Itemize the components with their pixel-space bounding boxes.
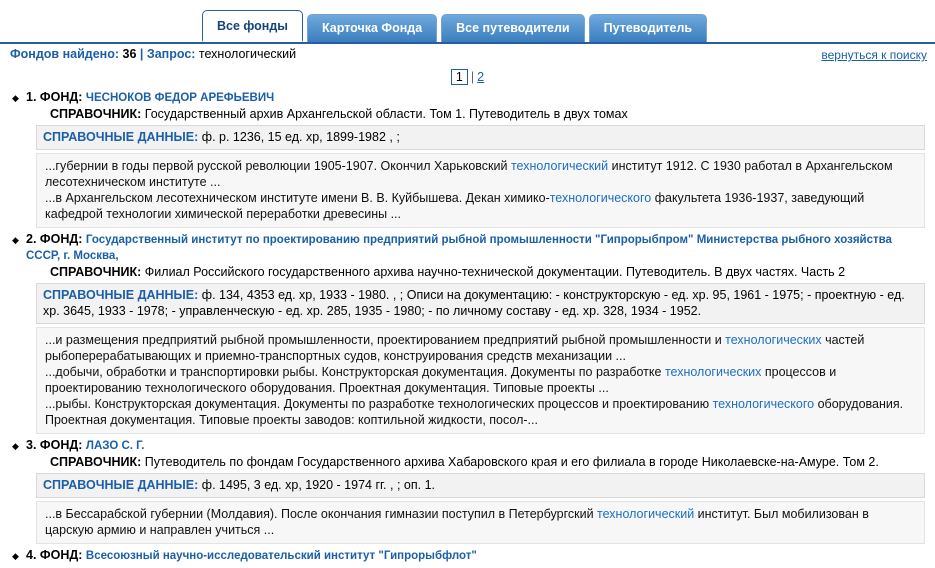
guide-line	[12, 454, 925, 470]
result-item	[12, 548, 925, 564]
reference-data-block	[36, 283, 925, 324]
found-label: Фондов найдено:	[10, 47, 120, 61]
reference-text: ф. 1495, 3 ед. хр, 1920 - 1974 гг. , ; оп. 1.	[201, 478, 435, 492]
snippet-highlight: технологических	[725, 333, 822, 347]
snippet-highlight: технологический	[597, 507, 695, 521]
guide-text: Филиал Российского государственного архива научно-технической документации. Путеводитель. В двух частях. Часть 2	[144, 265, 846, 279]
reference-text: ф. р. 1236, 15 ед. хр, 1899-1982 , ;	[201, 130, 400, 144]
result-item	[12, 90, 925, 228]
result-heading	[12, 232, 925, 264]
snippet-part: ...рыбы. Конструкторская документация. Документы по разработке технологических процессов и проектированию	[45, 397, 713, 411]
reference-label: СПРАВОЧНЫЕ ДАННЫЕ:	[43, 130, 199, 144]
snippet-part: институт. Был мобилизован в царскую армию и направлен учиться ...	[45, 507, 869, 537]
result-heading	[12, 548, 925, 564]
result-number: 2.	[26, 232, 37, 246]
snippet-block	[36, 501, 925, 544]
fond-label: ФОНД:	[39, 232, 83, 246]
snippet-part: ...в Бессарабской губернии (Молдавия). После окончания гимназии поступил в Петербургский	[45, 507, 598, 521]
snippet-part: ...добычи, обработки и транспортировки рыбы. Конструкторская документация. Документы по разработке	[45, 365, 665, 379]
tab-list	[202, 10, 707, 42]
snippet-part: частей рыбоперерабатывающих и приемно-транспортных судов, конструирования средств механизации ...	[45, 333, 865, 363]
fond-label: ФОНД:	[39, 90, 83, 104]
pagination	[0, 66, 935, 90]
snippet	[45, 158, 916, 190]
reference-text: ф. 134, 4353 ед. хр, 1933 - 1980. , ; Описи на документацию: - конструкторскую - ед. хр. 95, 1961 - 1975; - проектную - ед. хр. 3645, 1933 - 1978; - управленческую - ед. хр. 285, 1935 - 1980; - по личному составу - ед. хр. 328, 1934 - 1952.	[43, 288, 905, 318]
info-bar	[0, 44, 935, 66]
snippet-part: ...в Архангельском лесотехническом институте имени В. В. Куйбышева. Декан химико-	[45, 191, 550, 205]
snippet-highlight: технологических	[664, 365, 762, 379]
snippet-part: факультета 1936-1937, заведующий кафедрой технологии химической переработки древесины ...	[45, 191, 865, 221]
snippet-highlight: технологического	[549, 191, 652, 205]
fond-title-link[interactable]: Государственный институт по проектированию предприятий рыбной промышленности "Гипрорыбпром" Министерства рыбного хозяйства СССР, г. Москва,	[26, 234, 892, 262]
snippet-block	[36, 153, 925, 228]
result-number: 3.	[26, 438, 37, 452]
fond-label: ФОНД:	[39, 438, 83, 452]
diamond-bullet-icon: ◆	[12, 441, 19, 451]
snippet	[45, 332, 916, 364]
fond-title-link[interactable]: ЧЕСНОКОВ ФЕДОР АРЕФЬЕВИЧ	[85, 92, 275, 104]
result-item	[12, 232, 925, 434]
snippet	[45, 364, 916, 396]
query-value: технологический	[198, 47, 297, 61]
snippet-part: ...и размещения предприятий рыбной промышленности, проектированием предприятий рыбной промышленности и	[45, 333, 726, 347]
page-current[interactable]: 1	[451, 69, 468, 85]
info-separator: |	[139, 47, 144, 61]
guide-text: Государственный архив Архангельской области. Том 1. Путеводитель в двух томах	[144, 107, 628, 121]
page-link-2[interactable]: 2	[477, 70, 485, 84]
snippet-part: ...губернии в годы первой русской революции 1905-1907. Окончил Харьковский	[45, 159, 511, 173]
snippet	[45, 190, 916, 222]
result-heading	[12, 90, 925, 106]
tab-all-guides[interactable]: Все путеводители	[441, 14, 584, 42]
results-list	[0, 90, 935, 568]
guide-text: Путеводитель по фондам Государственного архива Хабаровского края и его филиала в городе Николаевске-на-Амуре. Том 2.	[144, 455, 879, 469]
diamond-bullet-icon: ◆	[12, 93, 19, 103]
tab-guide[interactable]: Путеводитель	[589, 14, 707, 42]
result-number: 1.	[26, 90, 37, 104]
result-number: 4.	[26, 548, 37, 562]
snippet-part: институт 1912. С 1930 работал в Архангельском лесотехническом институте ...	[45, 159, 893, 189]
reference-data-block	[36, 125, 925, 150]
result-heading	[12, 438, 925, 454]
guide-label: СПРАВОЧНИК:	[50, 107, 142, 121]
snippet-highlight: технологического	[712, 397, 815, 411]
query-label: Запрос:	[146, 47, 196, 61]
guide-line	[12, 106, 925, 122]
snippet-part: оборудования. Проектная документация. Типовые проекты заводов: коптильной жидкости, посол-...	[45, 397, 904, 427]
reference-label: СПРАВОЧНЫЕ ДАННЫЕ:	[43, 288, 199, 302]
back-to-search-link[interactable]: вернуться к поиску	[821, 48, 927, 62]
result-item	[12, 438, 925, 544]
fond-title-link[interactable]: Всесоюзный научно-исследовательский институт "Гипрорыбфлот"	[85, 550, 477, 562]
guide-line	[12, 264, 925, 280]
diamond-bullet-icon: ◆	[12, 235, 19, 245]
fond-label: ФОНД:	[39, 548, 83, 562]
tab-bar	[0, 0, 935, 44]
tab-all-fonds[interactable]: Все фонды	[202, 10, 303, 42]
snippet-part: процессов и проектированию технологического оборудования. Проектная документация. Типовые проекты ...	[45, 365, 837, 395]
tab-fond-card[interactable]: Карточка Фонда	[307, 14, 437, 42]
snippet-block	[36, 327, 925, 434]
guide-label: СПРАВОЧНИК:	[50, 265, 142, 279]
reference-data-block	[36, 473, 925, 498]
snippet	[45, 506, 916, 538]
diamond-bullet-icon: ◆	[12, 551, 19, 561]
found-count: 36	[122, 47, 137, 61]
page-separator: |	[470, 70, 475, 84]
snippet	[45, 396, 916, 428]
guide-label: СПРАВОЧНИК:	[50, 455, 142, 469]
snippet-highlight: технологический	[510, 159, 609, 173]
reference-label: СПРАВОЧНЫЕ ДАННЫЕ:	[43, 478, 199, 492]
fond-title-link[interactable]: ЛАЗО С. Г.	[85, 440, 145, 452]
